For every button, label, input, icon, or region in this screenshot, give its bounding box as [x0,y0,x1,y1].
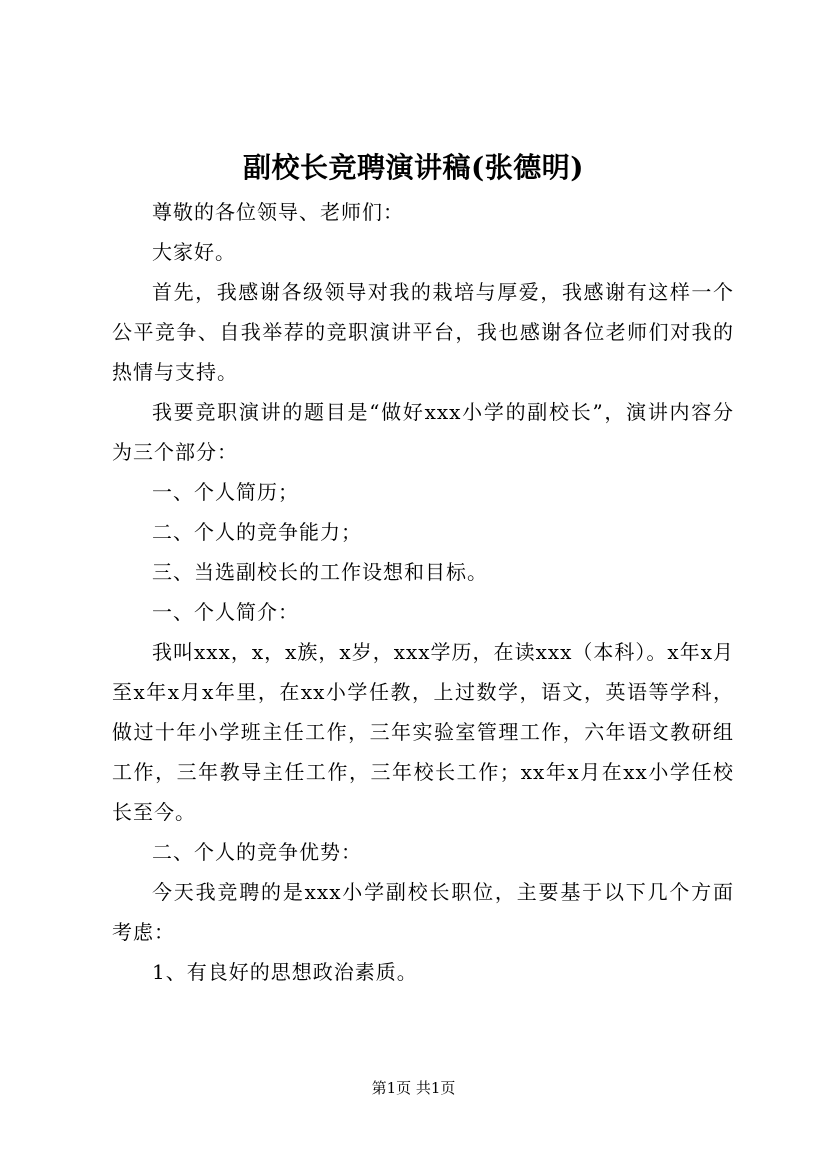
section-heading-advantages: 二、个人的竞争优势： [152,840,362,864]
paragraph-topic: 我要竞职演讲的题目是“做好xxx小学的副校长”，演讲内容分为三个部分： [112,400,734,464]
page-footer: 第1页 共1页 [371,1079,456,1097]
paragraph-outline-3: 三、当选副校长的工作设想和目标。 [152,560,488,584]
section-heading-intro: 一、个人简介： [152,600,299,624]
paragraph-outline-2: 二、个人的竞争能力； [152,520,362,544]
paragraph-greeting: 尊敬的各位领导、老师们： [152,200,404,224]
paragraph-outline-1: 一、个人简历； [152,480,299,504]
paragraph-point-1: 1、有良好的思想政治素质。 [152,960,418,984]
paragraph-resume: 我叫xxx，x，x族，x岁，xxx学历，在读xxx（本科）。x年x月至x年x月x年里，在xx小学任教，上过数学，语文，英语等学科，做过十年小学班主任工作，三年实验室管理工作，六年语文教研组工作，三年教导主任工作，三年校长工作；xx年x月在xx小学任校长至今。 [112,640,734,824]
document-title: 副校长竞聘演讲稿(张德明) [243,151,584,184]
paragraph-thanks: 首先，我感谢各级领导对我的栽培与厚爱，我感谢有这样一个公平竞争、自我举荐的竞职演讲平台，我也感谢各位老师们对我的热情与支持。 [112,280,734,384]
paragraph-hello: 大家好。 [152,240,236,264]
paragraph-considerations: 今天我竞聘的是xxx小学副校长职位，主要基于以下几个方面考虑： [112,880,734,944]
document-body [112,192,734,992]
